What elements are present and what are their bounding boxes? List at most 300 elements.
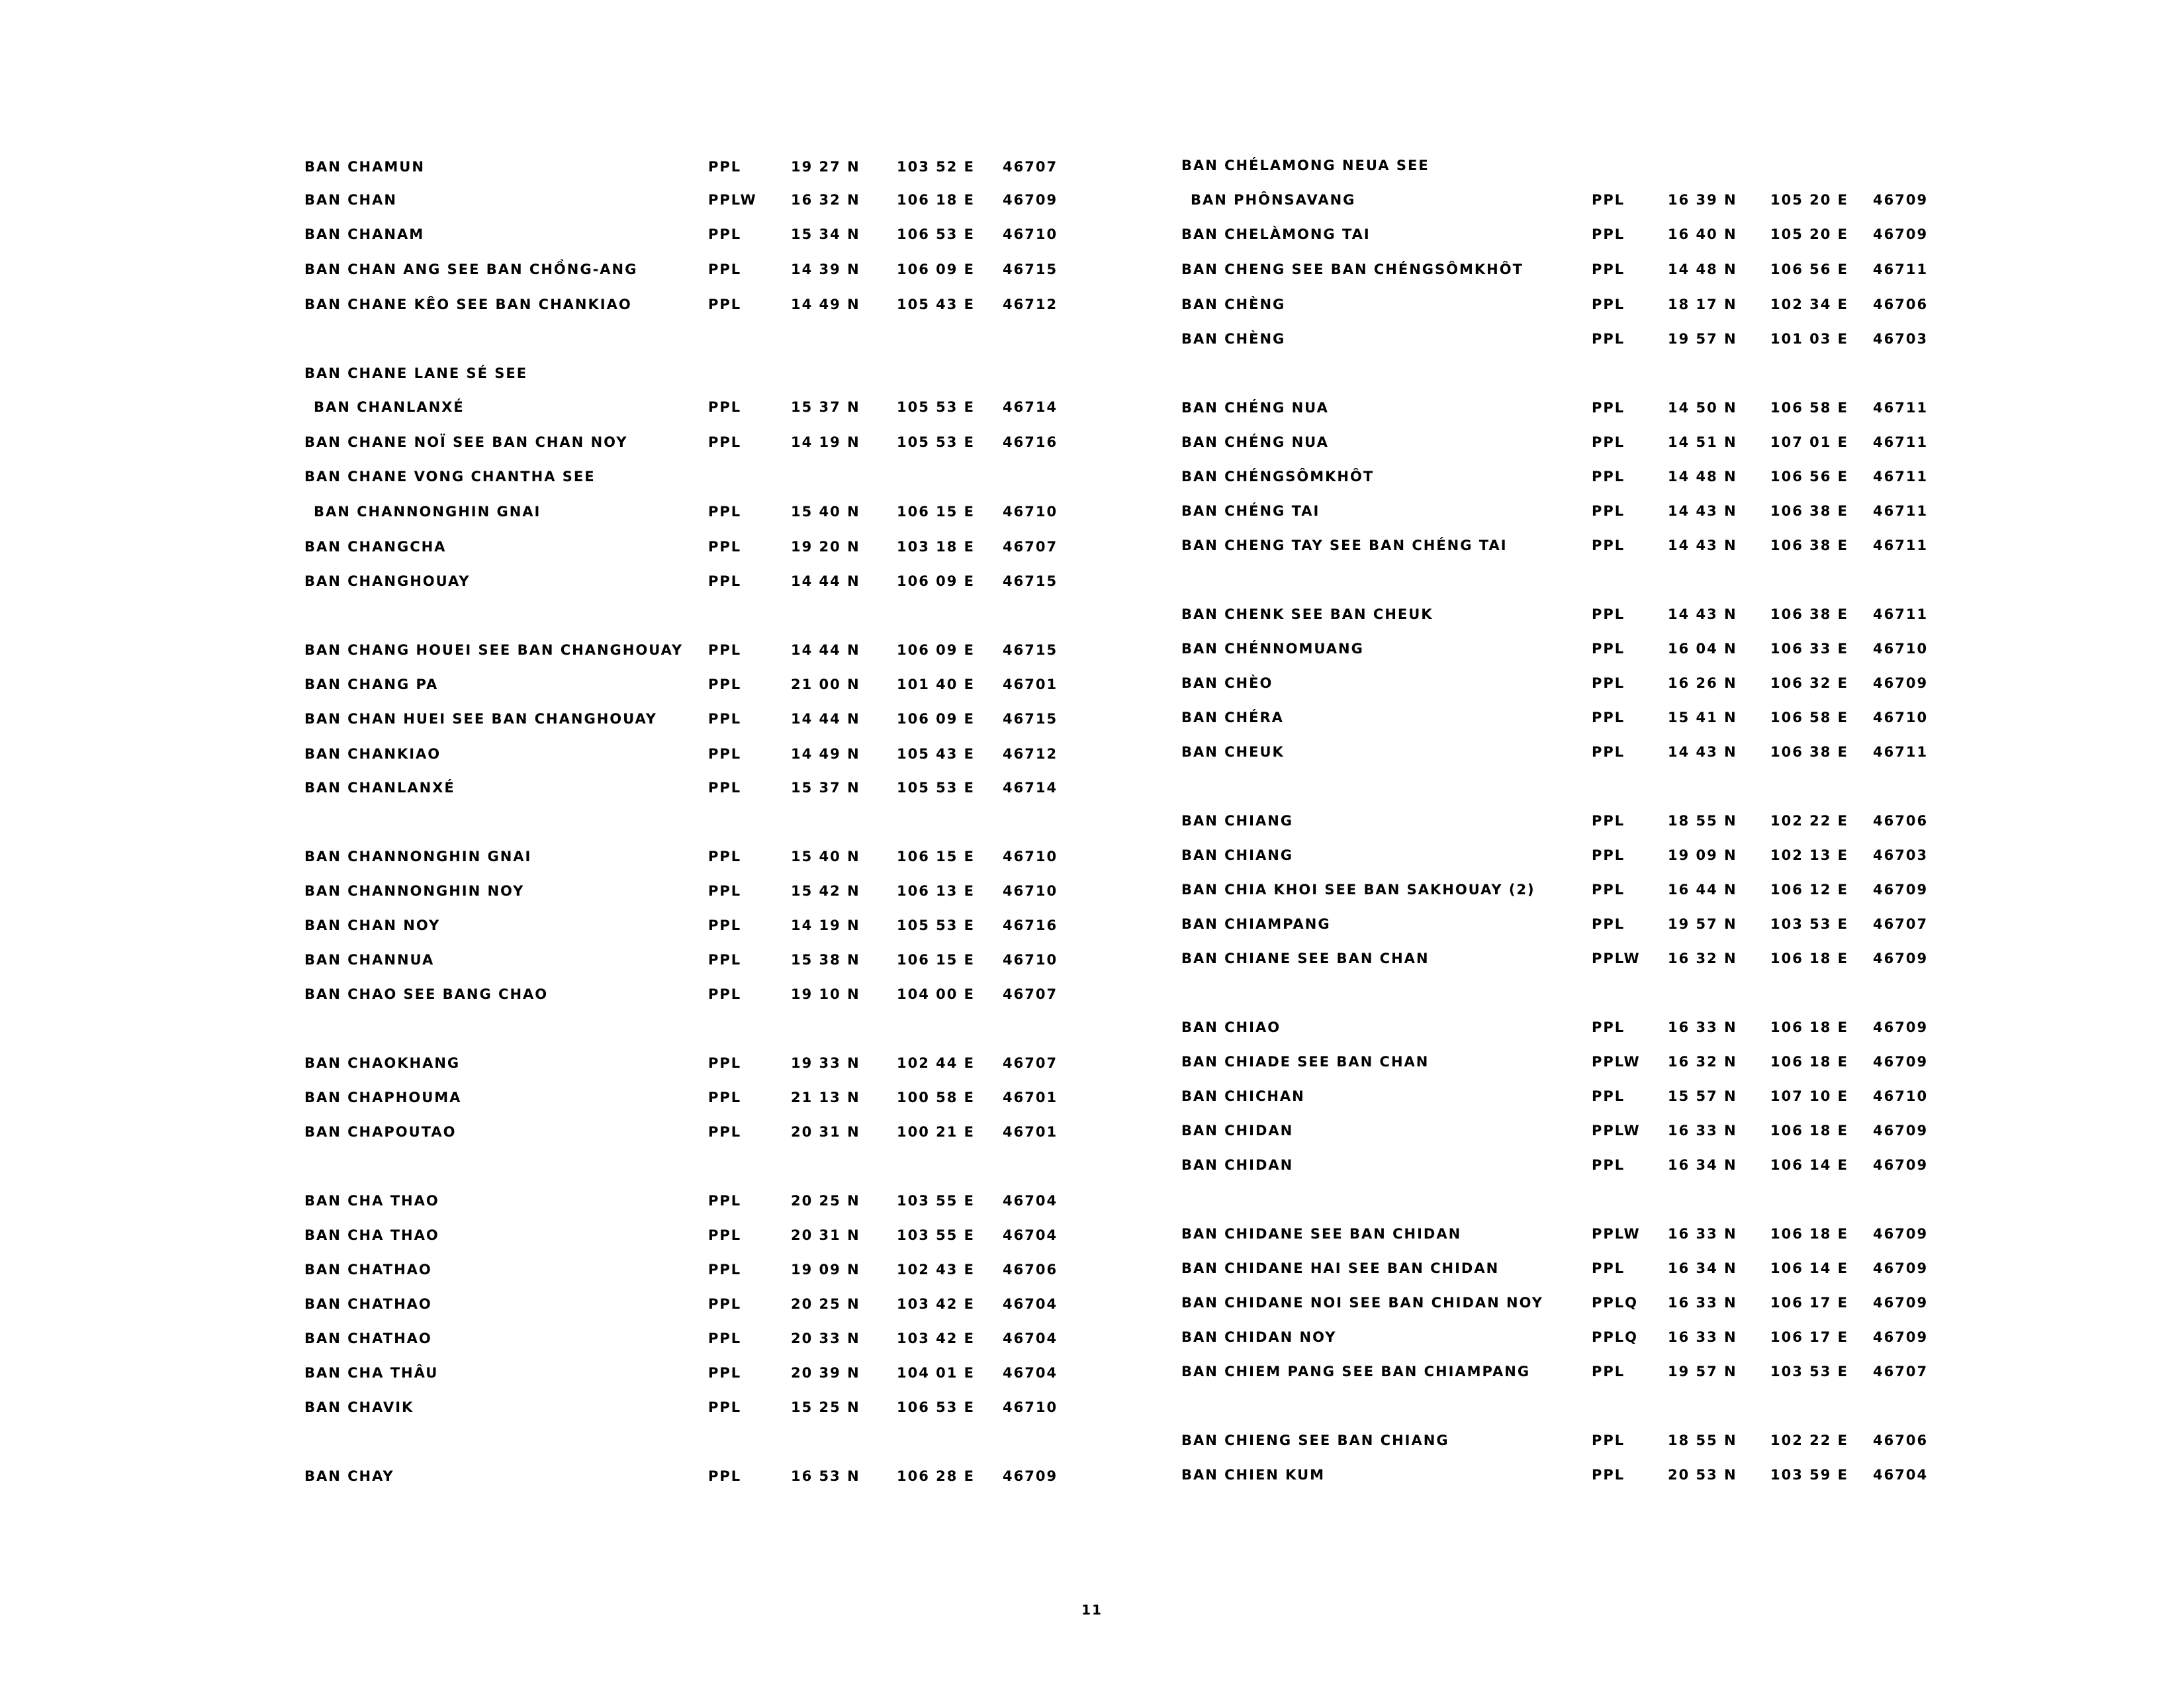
feature-code: PPL: [708, 711, 742, 727]
map-sheet-number: 46710: [1003, 504, 1058, 520]
gazetteer-entry: [1181, 1082, 2184, 1110]
longitude: 103 55 E: [897, 1193, 976, 1209]
place-name: BAN CHANE VONG CHANTHA SEE: [304, 469, 596, 485]
gazetteer-entry: [1181, 394, 2184, 422]
feature-code: PPL: [708, 1262, 742, 1278]
longitude: 106 18 E: [1770, 1123, 1849, 1139]
feature-code: PPL: [1592, 538, 1625, 553]
longitude: 106 17 E: [1770, 1295, 1849, 1311]
map-sheet-number: 46709: [1873, 1295, 1929, 1311]
feature-code: PPL: [708, 434, 742, 450]
latitude: 18 17 N: [1668, 297, 1737, 312]
latitude: 19 33 N: [791, 1055, 860, 1071]
latitude: 16 44 N: [1668, 882, 1737, 898]
gazetteer-entry: [1181, 1220, 2184, 1248]
feature-code: PPL: [1592, 400, 1625, 416]
map-sheet-number: 46704: [1003, 1365, 1058, 1381]
latitude: 15 37 N: [791, 780, 860, 796]
longitude: 103 53 E: [1770, 916, 1849, 932]
feature-code: PPL: [1592, 1260, 1625, 1276]
place-name: BAN CHANG PA: [304, 677, 439, 692]
latitude: 16 32 N: [1668, 1054, 1737, 1070]
longitude: 106 38 E: [1770, 606, 1849, 622]
place-name: BAN CHA THAO: [304, 1193, 439, 1209]
longitude: 103 42 E: [897, 1331, 976, 1346]
feature-code: PPL: [1592, 434, 1625, 450]
longitude: 103 59 E: [1770, 1467, 1849, 1483]
place-name: BAN CHANAM: [304, 226, 425, 242]
longitude: 105 53 E: [897, 399, 976, 415]
map-sheet-number: 46707: [1873, 916, 1929, 932]
right-column: [1181, 0, 2184, 1622]
longitude: 106 18 E: [1770, 1019, 1849, 1035]
place-name: BAN CHELÀMONG TAI: [1181, 226, 1371, 242]
latitude: 21 00 N: [791, 677, 860, 692]
latitude: 16 53 N: [791, 1468, 860, 1484]
latitude: 14 44 N: [791, 642, 860, 658]
feature-code: PPL: [708, 986, 742, 1002]
map-sheet-number: 46703: [1873, 331, 1929, 347]
longitude: 102 44 E: [897, 1055, 976, 1071]
map-sheet-number: 46709: [1873, 1329, 1929, 1345]
map-sheet-number: 46714: [1003, 399, 1058, 415]
latitude: 14 44 N: [791, 711, 860, 727]
map-sheet-number: 46706: [1873, 297, 1929, 312]
latitude: 16 33 N: [1668, 1226, 1737, 1242]
longitude: 107 01 E: [1770, 434, 1849, 450]
page-number: 11: [1081, 1602, 1103, 1618]
place-name: BAN CHÉNG NUA: [1181, 400, 1329, 416]
map-sheet-number: 46707: [1003, 1055, 1058, 1071]
place-name: BAN CHIA KHOI SEE BAN SAKHOUAY (2): [1181, 882, 1535, 898]
gazetteer-entry: [1181, 1048, 2184, 1076]
longitude: 106 12 E: [1770, 882, 1849, 898]
feature-code: PPL: [1592, 469, 1625, 485]
longitude: 102 43 E: [897, 1262, 976, 1278]
longitude: 105 53 E: [897, 917, 976, 933]
feature-code: PPL: [1592, 847, 1625, 863]
map-sheet-number: 46709: [1873, 882, 1929, 898]
place-name: BAN CHANNONGHIN GNAI: [304, 849, 532, 865]
longitude: 102 34 E: [1770, 297, 1849, 312]
latitude: 14 19 N: [791, 917, 860, 933]
gazetteer-entry: [1181, 428, 2184, 456]
latitude: 15 40 N: [791, 504, 860, 520]
longitude: 105 43 E: [897, 297, 976, 312]
place-name: BAN CHANE KÊO SEE BAN CHANKIAO: [304, 297, 632, 312]
map-sheet-number: 46712: [1003, 746, 1058, 762]
place-name: BAN CHAY: [304, 1468, 394, 1484]
place-name: BAN CHAN: [304, 192, 397, 208]
feature-code: PPL: [708, 642, 742, 658]
feature-code: PPL: [708, 1296, 742, 1312]
latitude: 19 57 N: [1668, 1364, 1737, 1380]
map-sheet-number: 46709: [1873, 1226, 1929, 1242]
feature-code: PPLW: [1592, 951, 1641, 966]
latitude: 16 32 N: [791, 192, 860, 208]
map-sheet-number: 46709: [1873, 675, 1929, 691]
longitude: 102 22 E: [1770, 1432, 1849, 1448]
map-sheet-number: 46707: [1003, 539, 1058, 555]
latitude: 16 40 N: [1668, 226, 1737, 242]
longitude: 107 10 E: [1770, 1088, 1849, 1104]
feature-code: PPL: [1592, 1467, 1625, 1483]
feature-code: PPL: [708, 297, 742, 312]
feature-code: PPL: [1592, 331, 1625, 347]
map-sheet-number: 46709: [1873, 1123, 1929, 1139]
gazetteer-entry: [1181, 152, 2184, 179]
place-name: BAN CHÈNG: [1181, 331, 1286, 347]
map-sheet-number: 46707: [1873, 1364, 1929, 1380]
place-name: BAN CHIEN KUM: [1181, 1467, 1326, 1483]
longitude: 106 58 E: [1770, 710, 1849, 726]
gazetteer-entry: [1181, 1427, 2184, 1454]
latitude: 16 39 N: [1668, 192, 1737, 208]
longitude: 101 03 E: [1770, 331, 1849, 347]
map-sheet-number: 46711: [1873, 606, 1929, 622]
place-name: BAN CHAPOUTAO: [304, 1124, 457, 1140]
latitude: 14 19 N: [791, 434, 860, 450]
feature-code: PPL: [1592, 916, 1625, 932]
latitude: 20 25 N: [791, 1296, 860, 1312]
longitude: 102 13 E: [1770, 847, 1849, 863]
longitude: 103 52 E: [897, 159, 976, 175]
map-sheet-number: 46715: [1003, 573, 1058, 589]
latitude: 16 33 N: [1668, 1019, 1737, 1035]
feature-code: PPL: [708, 399, 742, 415]
longitude: 106 09 E: [897, 711, 976, 727]
place-name: BAN CHIEM PANG SEE BAN CHIAMPANG: [1181, 1364, 1531, 1380]
gazetteer-entry: [1181, 1254, 2184, 1282]
longitude: 106 13 E: [897, 883, 976, 899]
place-name: BAN CHIDANE HAI SEE BAN CHIDAN: [1181, 1260, 1500, 1276]
place-name: BAN CHA THÂU: [304, 1365, 439, 1381]
map-sheet-number: 46706: [1873, 813, 1929, 829]
feature-code: PPL: [1592, 192, 1625, 208]
feature-code: PPL: [708, 746, 742, 762]
map-sheet-number: 46715: [1003, 642, 1058, 658]
longitude: 106 38 E: [1770, 538, 1849, 553]
map-sheet-number: 46716: [1003, 917, 1058, 933]
gazetteer-entry: [1181, 945, 2184, 972]
gazetteer-entry: [1181, 876, 2184, 904]
latitude: 14 44 N: [791, 573, 860, 589]
gazetteer-entry: [1181, 600, 2184, 628]
feature-code: PPL: [708, 504, 742, 520]
gazetteer-entry: [1181, 807, 2184, 835]
map-sheet-number: 46709: [1873, 1157, 1929, 1173]
feature-code: PPLQ: [1592, 1329, 1639, 1345]
gazetteer-entry: [1181, 738, 2184, 766]
latitude: 14 51 N: [1668, 434, 1737, 450]
longitude: 101 40 E: [897, 677, 976, 692]
longitude: 106 15 E: [897, 952, 976, 968]
map-sheet-number: 46710: [1003, 883, 1058, 899]
place-name: BAN CHÉNNOMUANG: [1181, 641, 1364, 657]
place-name: BAN CHÉNG NUA: [1181, 434, 1329, 450]
gazetteer-entry: [1181, 910, 2184, 938]
feature-code: PPL: [1592, 641, 1625, 657]
place-name: BAN CHANG HOUEI SEE BAN CHANGHOUAY: [304, 642, 684, 658]
latitude: 15 40 N: [791, 849, 860, 865]
feature-code: PPL: [1592, 1157, 1625, 1173]
feature-code: PPL: [708, 1331, 742, 1346]
feature-code: PPL: [708, 883, 742, 899]
longitude: 105 20 E: [1770, 226, 1849, 242]
latitude: 15 34 N: [791, 226, 860, 242]
place-name: BAN CHANGCHA: [304, 539, 447, 555]
map-sheet-number: 46709: [1003, 192, 1058, 208]
feature-code: PPL: [708, 159, 742, 175]
feature-code: PPL: [708, 1090, 742, 1105]
gazetteer-entry: [1181, 532, 2184, 559]
latitude: 15 57 N: [1668, 1088, 1737, 1104]
map-sheet-number: 46711: [1873, 261, 1929, 277]
gazetteer-entry: [1181, 186, 2184, 214]
longitude: 106 56 E: [1770, 469, 1849, 485]
latitude: 15 37 N: [791, 399, 860, 415]
feature-code: PPL: [1592, 744, 1625, 760]
place-name: BAN CHATHAO: [304, 1296, 432, 1312]
map-sheet-number: 46703: [1873, 847, 1929, 863]
feature-code: PPL: [1592, 606, 1625, 622]
feature-code: PPL: [708, 917, 742, 933]
feature-code: PPL: [1592, 503, 1625, 519]
map-sheet-number: 46711: [1873, 538, 1929, 553]
place-name: BAN CHEUK: [1181, 744, 1285, 760]
gazetteer-entry: [1181, 1151, 2184, 1179]
feature-code: PPLW: [1592, 1054, 1641, 1070]
feature-code: PPL: [708, 780, 742, 796]
gazetteer-entry: [1181, 291, 2184, 318]
map-sheet-number: 46704: [1003, 1331, 1058, 1346]
place-name: BAN CHIDAN: [1181, 1123, 1294, 1139]
place-name: BAN CHÈO: [1181, 675, 1273, 691]
map-sheet-number: 46711: [1873, 503, 1929, 519]
feature-code: PPL: [1592, 261, 1625, 277]
feature-code: PPL: [708, 1193, 742, 1209]
gazetteer-entry: [1181, 669, 2184, 697]
place-name: BAN CHENG TAY SEE BAN CHÉNG TAI: [1181, 538, 1508, 553]
place-name: BAN CHÉNGSÔMKHÔT: [1181, 469, 1375, 485]
latitude: 19 10 N: [791, 986, 860, 1002]
place-name: BAN CHIAMPANG: [1181, 916, 1331, 932]
map-sheet-number: 46711: [1873, 434, 1929, 450]
longitude: 106 15 E: [897, 849, 976, 865]
map-sheet-number: 46701: [1003, 1090, 1058, 1105]
latitude: 16 33 N: [1668, 1295, 1737, 1311]
gazetteer-entry: [1181, 1358, 2184, 1385]
longitude: 104 00 E: [897, 986, 976, 1002]
latitude: 14 39 N: [791, 261, 860, 277]
map-sheet-number: 46704: [1003, 1296, 1058, 1312]
feature-code: PPLQ: [1592, 1295, 1639, 1311]
longitude: 106 38 E: [1770, 744, 1849, 760]
map-sheet-number: 46701: [1003, 1124, 1058, 1140]
longitude: 105 20 E: [1770, 192, 1849, 208]
place-name: BAN CHENK SEE BAN CHEUK: [1181, 606, 1433, 622]
place-name: BAN CHIANG: [1181, 813, 1294, 829]
map-sheet-number: 46711: [1873, 469, 1929, 485]
longitude: 106 14 E: [1770, 1260, 1849, 1276]
latitude: 16 33 N: [1668, 1329, 1737, 1345]
longitude: 105 43 E: [897, 746, 976, 762]
latitude: 20 25 N: [791, 1193, 860, 1209]
place-name: BAN CHANE NOÏ SEE BAN CHAN NOY: [304, 434, 628, 450]
longitude: 100 21 E: [897, 1124, 976, 1140]
latitude: 14 43 N: [1668, 606, 1737, 622]
map-sheet-number: 46710: [1003, 849, 1058, 865]
latitude: 19 57 N: [1668, 331, 1737, 347]
place-name: BAN CHIDAN NOY: [1181, 1329, 1337, 1345]
feature-code: PPL: [708, 1365, 742, 1381]
gazetteer-entry: [1181, 220, 2184, 248]
feature-code: PPL: [708, 573, 742, 589]
map-sheet-number: 46704: [1003, 1227, 1058, 1243]
latitude: 14 48 N: [1668, 261, 1737, 277]
map-sheet-number: 46715: [1003, 261, 1058, 277]
latitude: 15 41 N: [1668, 710, 1737, 726]
place-name: BAN CHANNUA: [304, 952, 435, 968]
place-name: BAN CHIAO: [1181, 1019, 1281, 1035]
feature-code: PPL: [1592, 1432, 1625, 1448]
longitude: 106 15 E: [897, 504, 976, 520]
feature-code: PPL: [708, 1124, 742, 1140]
map-sheet-number: 46706: [1003, 1262, 1058, 1278]
map-sheet-number: 46707: [1003, 159, 1058, 175]
latitude: 18 55 N: [1668, 1432, 1737, 1448]
gazetteer-entry: [1181, 841, 2184, 869]
map-sheet-number: 46709: [1003, 1468, 1058, 1484]
place-name: BAN CHIANE SEE BAN CHAN: [1181, 951, 1430, 966]
place-name: BAN CHÉLAMONG NEUA SEE: [1181, 158, 1430, 173]
latitude: 14 48 N: [1668, 469, 1737, 485]
place-name: BAN CHAVIK: [304, 1399, 414, 1415]
latitude: 15 42 N: [791, 883, 860, 899]
feature-code: PPLW: [1592, 1226, 1641, 1242]
map-sheet-number: 46714: [1003, 780, 1058, 796]
place-name: BAN CHANGHOUAY: [304, 573, 471, 589]
map-sheet-number: 46709: [1873, 1260, 1929, 1276]
place-name: BAN CHIENG SEE BAN CHIANG: [1181, 1432, 1449, 1448]
map-sheet-number: 46706: [1873, 1432, 1929, 1448]
longitude: 106 09 E: [897, 261, 976, 277]
feature-code: PPL: [1592, 226, 1625, 242]
place-name: BAN CHAN ANG SEE BAN CHỒNG-ANG: [304, 261, 638, 277]
place-name: BAN CHATHAO: [304, 1331, 432, 1346]
place-name: BAN CHANE LANE SÉ SEE: [304, 365, 528, 381]
latitude: 16 33 N: [1668, 1123, 1737, 1139]
longitude: 100 58 E: [897, 1090, 976, 1105]
feature-code: PPL: [1592, 882, 1625, 898]
place-name: BAN CHAOKHANG: [304, 1055, 461, 1071]
latitude: 19 27 N: [791, 159, 860, 175]
place-name: BAN CHÉRA: [1181, 710, 1284, 726]
feature-code: PPL: [708, 1468, 742, 1484]
place-name: BAN CHANLANXÉ: [314, 399, 465, 415]
gazetteer-entry: [1181, 1117, 2184, 1145]
map-sheet-number: 46711: [1873, 744, 1929, 760]
place-name: BAN CHIDANE SEE BAN CHIDAN: [1181, 1226, 1462, 1242]
feature-code: PPL: [708, 226, 742, 242]
latitude: 14 50 N: [1668, 400, 1737, 416]
map-sheet-number: 46709: [1873, 192, 1929, 208]
map-sheet-number: 46709: [1873, 1019, 1929, 1035]
longitude: 106 18 E: [1770, 1226, 1849, 1242]
map-sheet-number: 46710: [1003, 1399, 1058, 1415]
longitude: 106 33 E: [1770, 641, 1849, 657]
latitude: 16 26 N: [1668, 675, 1737, 691]
place-name: BAN CHANNONGHIN GNAI: [314, 504, 541, 520]
gazetteer-entry: [1181, 704, 2184, 731]
latitude: 19 09 N: [791, 1262, 860, 1278]
place-name: BAN CHAN HUEI SEE BAN CHANGHOUAY: [304, 711, 657, 727]
gazetteer-entry: [1181, 1323, 2184, 1351]
map-sheet-number: 46710: [1003, 226, 1058, 242]
latitude: 15 38 N: [791, 952, 860, 968]
place-name: BAN CHANLANXÉ: [304, 780, 455, 796]
latitude: 14 49 N: [791, 297, 860, 312]
feature-code: PPLW: [708, 192, 757, 208]
feature-code: PPL: [708, 1399, 742, 1415]
map-sheet-number: 46710: [1873, 641, 1929, 657]
latitude: 14 49 N: [791, 746, 860, 762]
latitude: 16 34 N: [1668, 1260, 1737, 1276]
latitude: 20 53 N: [1668, 1467, 1737, 1483]
latitude: 20 39 N: [791, 1365, 860, 1381]
map-sheet-number: 46709: [1873, 1054, 1929, 1070]
place-name: BAN CHIADE SEE BAN CHAN: [1181, 1054, 1430, 1070]
longitude: 106 09 E: [897, 573, 976, 589]
longitude: 106 53 E: [897, 1399, 976, 1415]
feature-code: PPL: [708, 261, 742, 277]
longitude: 106 09 E: [897, 642, 976, 658]
place-name: BAN CHENG SEE BAN CHÉNGSÔMKHÔT: [1181, 261, 1524, 277]
place-name: BAN CHIANG: [1181, 847, 1294, 863]
longitude: 103 55 E: [897, 1227, 976, 1243]
latitude: 16 32 N: [1668, 951, 1737, 966]
place-name: BAN CHANKIAO: [304, 746, 441, 762]
longitude: 103 18 E: [897, 539, 976, 555]
place-name: BAN CHANNONGHIN NOY: [304, 883, 525, 899]
latitude: 20 31 N: [791, 1227, 860, 1243]
latitude: 20 31 N: [791, 1124, 860, 1140]
map-sheet-number: 46716: [1003, 434, 1058, 450]
latitude: 19 09 N: [1668, 847, 1737, 863]
longitude: 106 18 E: [1770, 1054, 1849, 1070]
place-name: BAN CHAN NOY: [304, 917, 441, 933]
place-name: BAN CHÈNG: [1181, 297, 1286, 312]
latitude: 16 34 N: [1668, 1157, 1737, 1173]
map-sheet-number: 46715: [1003, 711, 1058, 727]
latitude: 14 43 N: [1668, 744, 1737, 760]
latitude: 15 25 N: [791, 1399, 860, 1415]
map-sheet-number: 46709: [1873, 226, 1929, 242]
longitude: 103 42 E: [897, 1296, 976, 1312]
feature-code: PPL: [1592, 1019, 1625, 1035]
longitude: 106 32 E: [1770, 675, 1849, 691]
longitude: 106 38 E: [1770, 503, 1849, 519]
place-name: BAN CHICHAN: [1181, 1088, 1305, 1104]
place-name: BAN CHÉNG TAI: [1181, 503, 1320, 519]
longitude: 106 58 E: [1770, 400, 1849, 416]
longitude: 106 56 E: [1770, 261, 1849, 277]
gazetteer-entry: [1181, 1461, 2184, 1489]
latitude: 14 43 N: [1668, 538, 1737, 553]
map-sheet-number: 46710: [1873, 710, 1929, 726]
latitude: 18 55 N: [1668, 813, 1737, 829]
gazetteer-entry: [1181, 325, 2184, 353]
